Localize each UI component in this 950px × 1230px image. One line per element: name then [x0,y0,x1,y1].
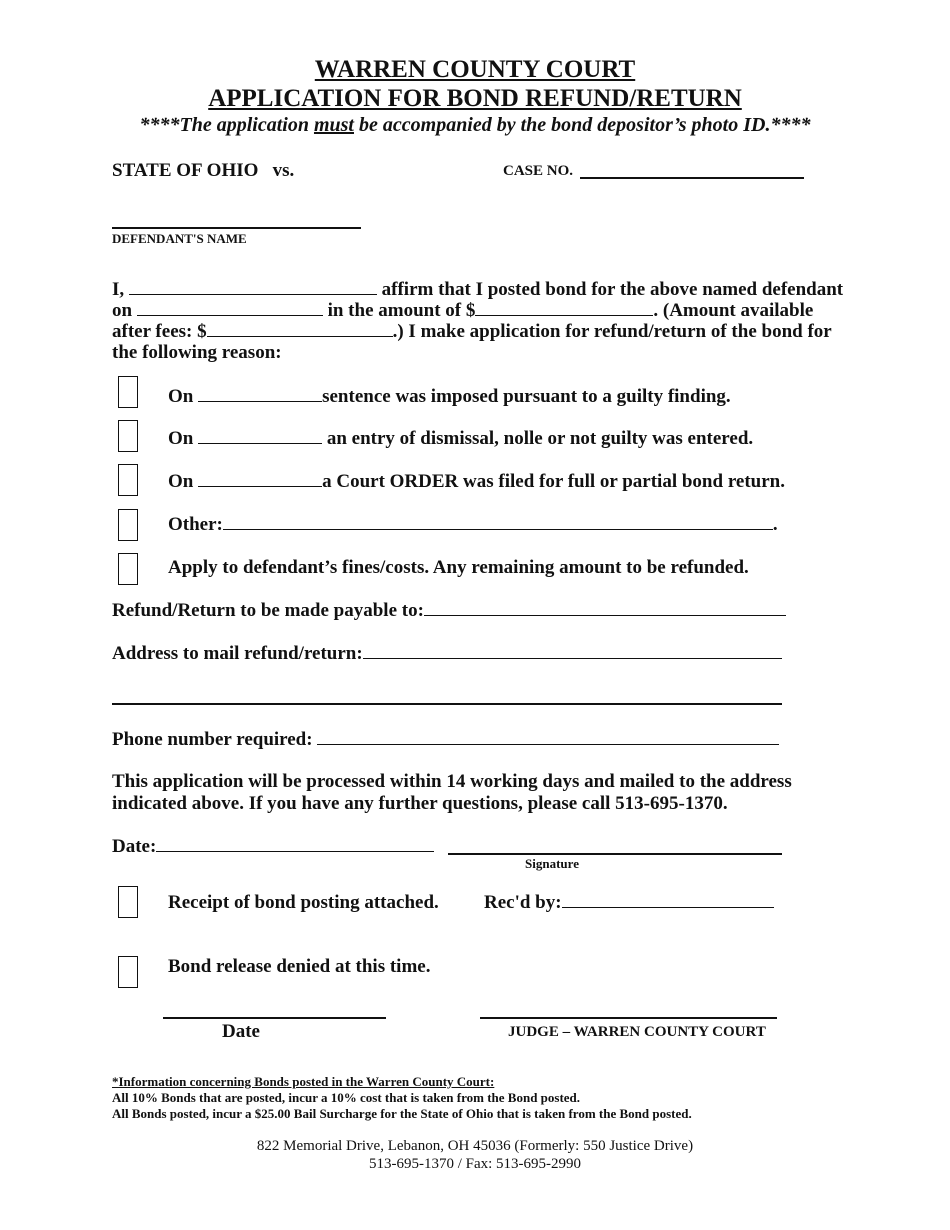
amount-text: in the amount of $ [327,300,476,321]
reason-guilty-text: sentence was imposed pursuant to a guilty finding. [322,386,731,407]
reason-court-order-text: a Court ORDER was filed for full or partial bond return. [322,471,785,492]
after-fees-field[interactable] [207,335,393,337]
reason-fines: Apply to defendant’s fines/costs. Any remaining amount to be refunded. [168,557,749,578]
address-field-line-2[interactable] [112,703,782,705]
reason-intro: the following reason: [112,342,282,363]
court-title: WARREN COUNTY COURT [314,56,636,83]
reason-other-field[interactable] [223,528,773,530]
footer-address: 822 Memorial Drive, Lebanon, OH 45036 (Formerly: 550 Justice Drive) [256,1138,694,1154]
receipt-label: Receipt of bond posting attached. [168,892,439,913]
receipt-checkbox[interactable] [118,886,138,918]
processing-line-1: This application will be processed within 14 working days and mailed to the address [112,771,792,792]
photo-id-notice [0,114,950,137]
payable-label: Refund/Return to be made payable to: [112,600,424,621]
payable-line [112,600,786,622]
case-no-field[interactable] [580,177,804,179]
date-line [112,836,434,858]
judge-date-label: Date [222,1021,260,1042]
reason-guilty-date-field[interactable] [198,400,322,402]
info-line-1: All 10% Bonds that are posted, incur a 10% cost that is taken from the Bond posted. [112,1090,581,1105]
affirm-line-3 [112,321,832,343]
application-text: .) I make application for refund/return of the bond for [392,321,832,342]
reason-dismissal-pre: On [168,428,194,449]
date-label: Date: [112,836,157,857]
reason-dismissal-text: an entry of dismissal, nolle or not guilty was entered. [322,428,754,449]
affirm-line-2 [112,300,813,322]
posted-date-field[interactable] [137,314,323,316]
case-no-label: CASE NO. [503,163,574,179]
reason-dismissal [168,428,753,450]
affirm-text: affirm that I posted bond for the above named defendant [381,279,844,300]
reason-checkbox-fines[interactable] [118,553,138,585]
judge-signature-field[interactable] [480,1017,777,1019]
defendant-name-label: DEFENDANT'S NAME [112,231,247,246]
vs-label: vs. [272,160,295,181]
judge-label: JUDGE – WARREN COUNTY COURT [508,1024,766,1040]
i-label: I, [112,279,125,300]
recd-by-line [484,892,774,914]
phone-line [112,729,779,751]
footer-phone: 513-695-1370 / Fax: 513-695-2990 [368,1156,582,1172]
reason-checkbox-other[interactable] [118,509,138,541]
defendant-name-field[interactable] [112,227,361,229]
state-of-ohio [112,160,294,182]
payable-field[interactable] [424,614,786,616]
form-title: APPLICATION FOR BOND REFUND/RETURN [208,85,742,112]
address-field[interactable] [363,657,782,659]
reason-court-order-date-field[interactable] [198,485,322,487]
denied-label: Bond release denied at this time. [168,956,431,977]
date-field[interactable] [156,850,434,852]
reason-other-pre: Other: [168,514,223,535]
reason-other [168,514,778,536]
info-heading: *Information concerning Bonds posted in the Warren County Court: [112,1074,495,1089]
amount-field[interactable] [475,314,653,316]
recd-by-field[interactable] [562,906,774,908]
denied-checkbox[interactable] [118,956,138,988]
reason-dismissal-date-field[interactable] [198,442,322,444]
recd-by-label: Rec'd by: [484,892,562,913]
processing-line-2: indicated above. If you have any further questions, please call 513-695-1370. [112,793,728,814]
depositor-name-field[interactable] [129,293,377,295]
notice-must: must [313,114,354,136]
state-label: STATE OF OHIO [112,160,259,181]
signature-label: Signature [525,856,579,871]
phone-label: Phone number required: [112,729,313,750]
reason-guilty-pre: On [168,386,194,407]
signature-field[interactable] [448,853,782,855]
affirm-line-1 [112,279,843,301]
reason-checkbox-court-order[interactable] [118,464,138,496]
reason-checkbox-dismissal[interactable] [118,420,138,452]
notice-pre: ****The application [139,114,314,136]
reason-court-order [168,471,785,493]
info-line-2: All Bonds posted, incur a $25.00 Bail Surcharge for the State of Ohio that is taken from the Bond posted. [112,1106,692,1121]
reason-court-order-pre: On [168,471,194,492]
reason-checkbox-guilty[interactable] [118,376,138,408]
phone-field[interactable] [317,743,779,745]
judge-date-field[interactable] [163,1017,386,1019]
address-label: Address to mail refund/return: [112,643,363,664]
notice-post: be accompanied by the bond depositor’s photo ID.**** [354,114,811,136]
address-line [112,643,782,665]
reason-other-text: . [772,514,778,535]
available-text: . (Amount available [653,300,814,321]
on-label: on [112,300,133,321]
after-fees-label: after fees: $ [112,321,207,342]
reason-guilty [168,386,731,408]
